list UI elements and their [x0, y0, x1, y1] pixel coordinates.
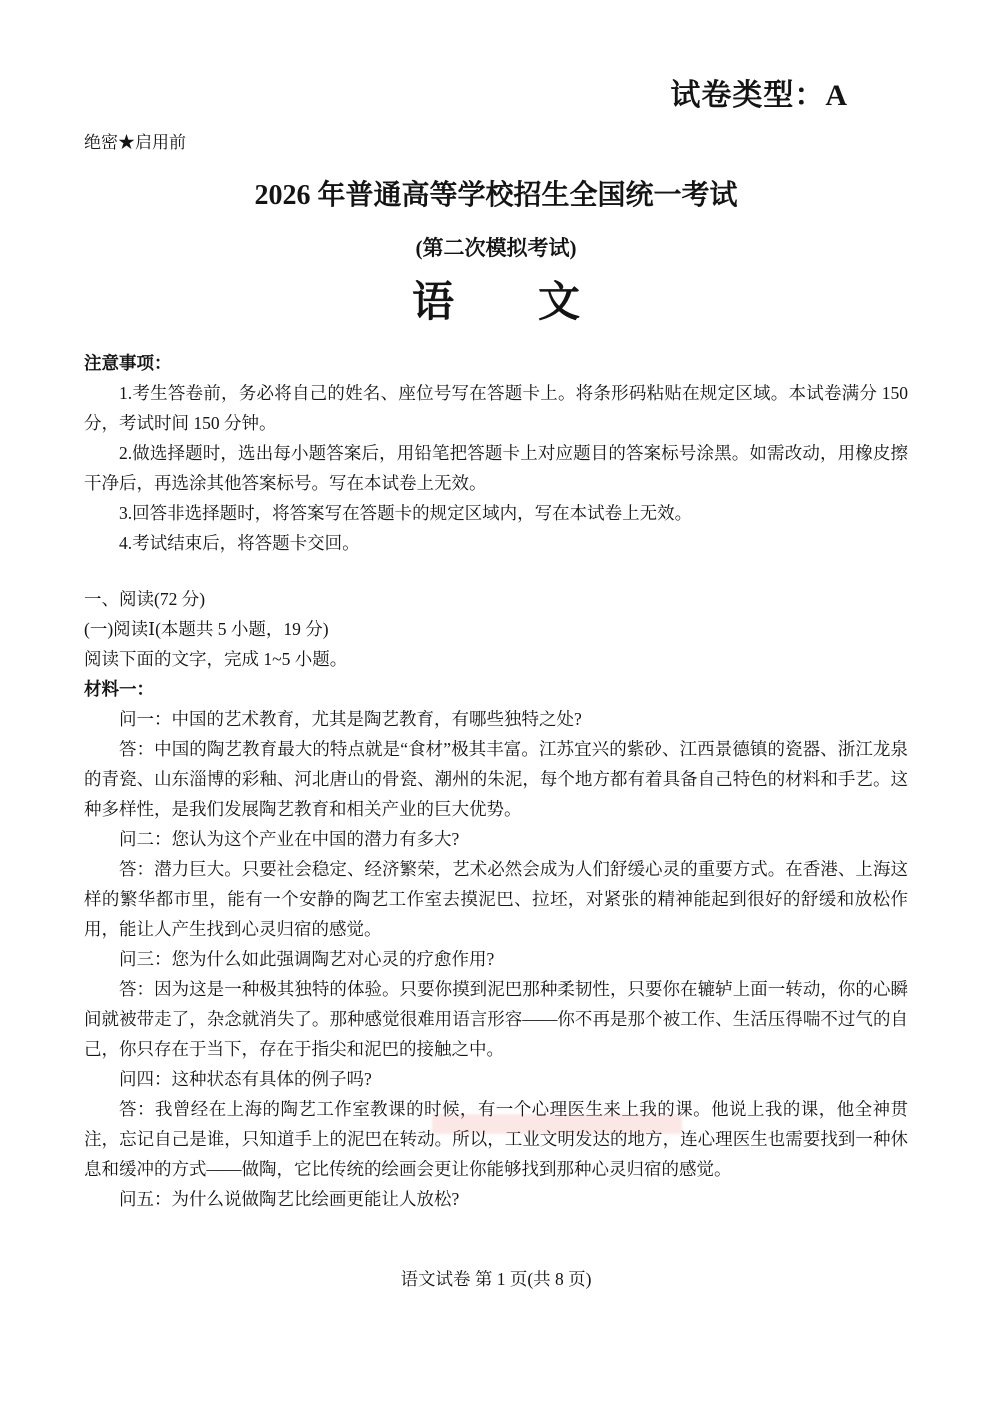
passage-paragraph-a4: 答：我曾经在上海的陶艺工作室教课的时候，有一个心理医生来上我的课。他说上我的课，他全神贯注，忘记自己是谁，只知道手上的泥巴在转动。所以，工业文明发达的地方，连心理医生也需要找到一种休息和缓冲的方式——做陶，它比传统的绘画会更让你能够找到那种心灵归宿的感觉。 — [84, 1099, 908, 1180]
paper-type-label: 试卷类型：A — [670, 79, 848, 112]
exam-title: 2026 年普通高等学校招生全国统一考试 — [254, 180, 738, 212]
passage-paragraph-q5: 问五：为什么说做陶艺比绘画更能让人放松? — [119, 1189, 460, 1210]
section-sub-heading: (一)阅读Ⅰ(本题共 5 小题，19 分) — [84, 619, 329, 640]
section-block — [84, 584, 908, 704]
passage-paragraph-q4: 问四：这种状态有具体的例子吗? — [119, 1069, 372, 1090]
page-footer: 语文试卷 第 1 页(共 8 页) — [400, 1268, 592, 1289]
passage-paragraph-q3: 问三：您为什么如此强调陶艺对心灵的疗愈作用? — [119, 949, 495, 970]
section-part-heading: 一、阅读(72 分) — [84, 589, 206, 610]
subject-title: 语 文 — [411, 279, 580, 326]
notice-item-3: 3.回答非选择题时，将答案写在答题卡的规定区域内，写在本试卷上无效。 — [119, 503, 693, 524]
notice-heading: 注意事项： — [84, 353, 172, 374]
passage-paragraph-q1: 问一：中国的艺术教育，尤其是陶艺教育，有哪些独特之处? — [119, 709, 582, 730]
notice-item-1: 1.考生答卷前，务必将自己的姓名、座位号写在答题卡上。将条形码粘贴在规定区域。本试卷满分 150 分，考试时间 150 分钟。 — [84, 383, 908, 434]
notice-item-4: 4.考试结束后，将答题卡交回。 — [119, 533, 360, 554]
passage-paragraph-a1: 答：中国的陶艺教育最大的特点就是“食材”极其丰富。江苏宜兴的紫砂、江西景德镇的瓷器、浙江龙泉的青瓷、山东淄博的彩釉、河北唐山的骨瓷、潮州的朱泥，每个地方都有着具备自己特色的材料和手艺。这种多样性，是我们发展陶艺教育和相关产业的巨大优势。 — [84, 739, 908, 820]
secrecy-label: 绝密★启用前 — [84, 133, 186, 152]
passage-paragraph-a3: 答：因为这是一种极其独特的体验。只要你摸到泥巴那种柔韧性，只要你在辘轳上面一转动，你的心瞬间就被带走了，杂念就消失了。那种感觉很难用语言形容——你不再是那个被工作、生活压得喘不过气的自己，你只存在于当下，存在于指尖和泥巴的接触之中。 — [84, 979, 908, 1060]
passage-paragraph-a2: 答：潜力巨大。只要社会稳定、经济繁荣，艺术必然会成为人们舒缓心灵的重要方式。在香港、上海这样的繁华都市里，能有一个安静的陶艺工作室去摸泥巴、拉坯，对紧张的精神能起到很好的舒缓和放松作用，能让人产生找到心灵归宿的感觉。 — [84, 859, 908, 940]
section-instruction: 阅读下面的文字，完成 1~5 小题。 — [84, 649, 348, 670]
notice-item-2: 2.做选择题时，选出每小题答案后，用铅笔把答题卡上对应题目的答案标号涂黑。如需改动，用橡皮擦干净后，再选涂其他答案标号。写在本试卷上无效。 — [84, 443, 908, 494]
exam-subtitle: (第二次模拟考试) — [415, 236, 577, 261]
material-label: 材料一： — [84, 679, 154, 700]
passage-paragraph-q2: 问二：您认为这个产业在中国的潜力有多大? — [119, 829, 460, 850]
